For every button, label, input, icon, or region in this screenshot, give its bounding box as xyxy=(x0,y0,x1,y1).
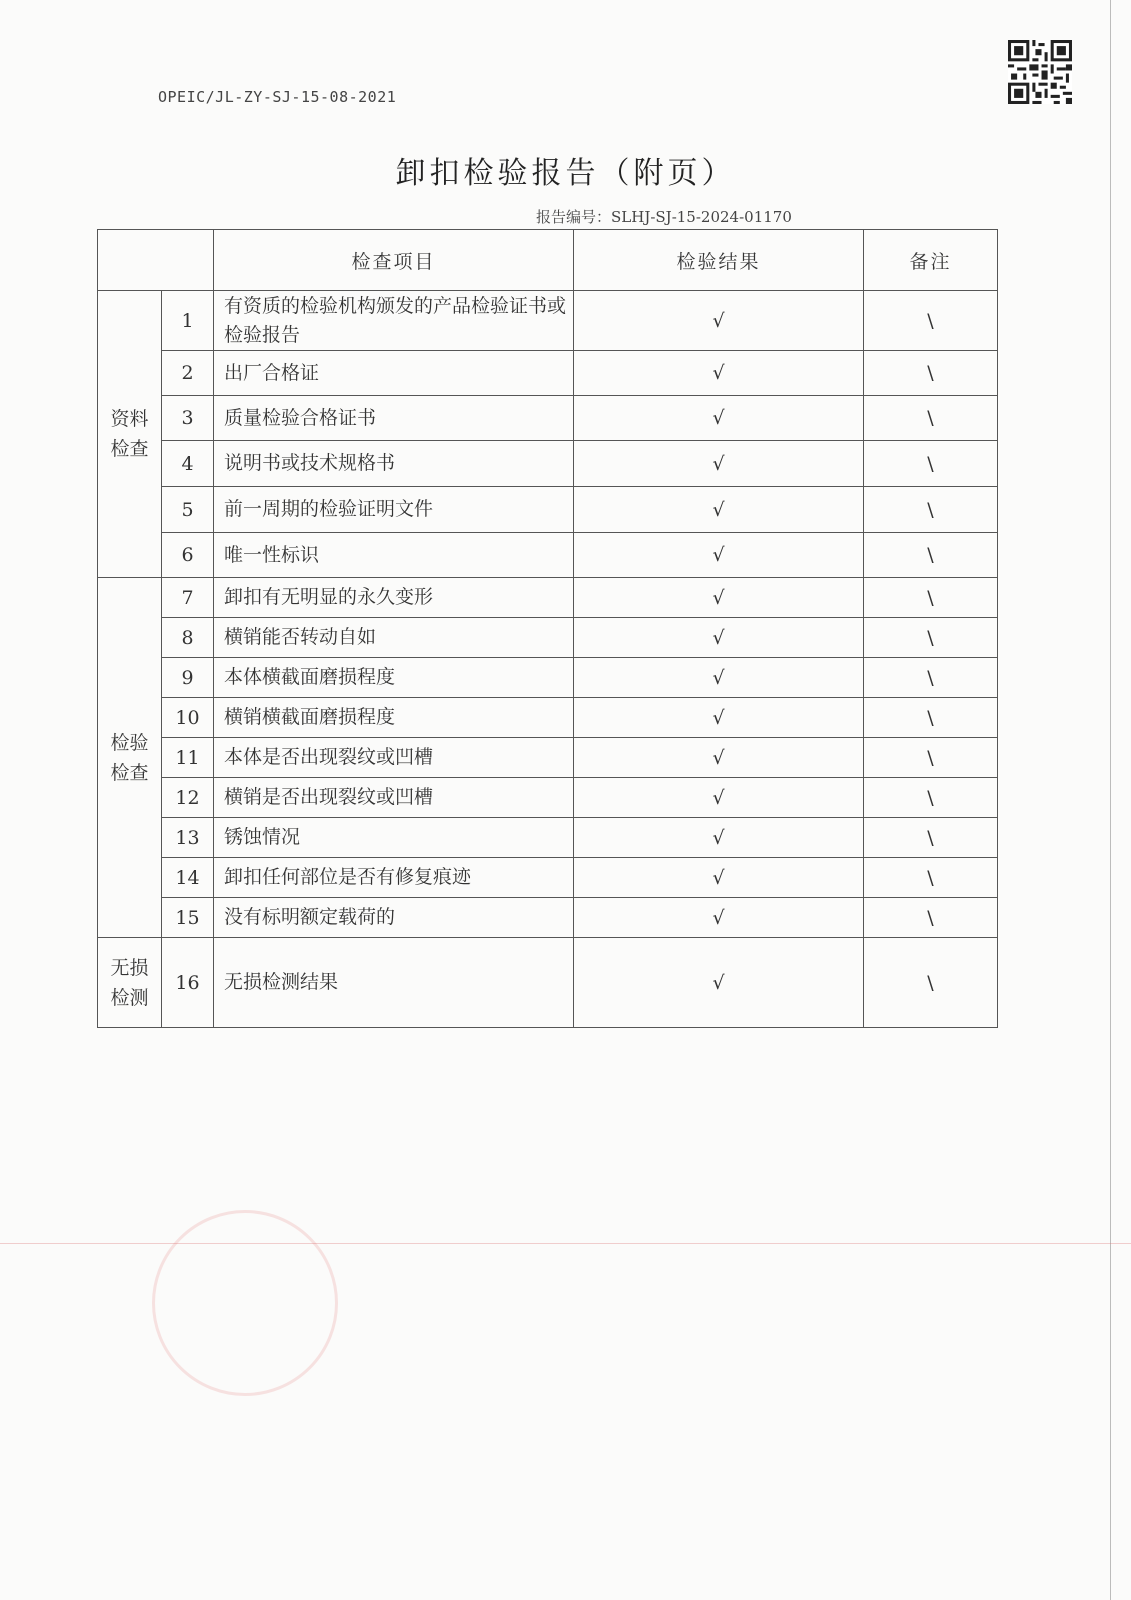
table-row xyxy=(98,618,998,658)
row-result: √ xyxy=(574,618,864,658)
table-row xyxy=(98,351,998,396)
row-number: 16 xyxy=(162,938,214,1028)
row-item: 无损检测结果 xyxy=(214,938,574,1028)
row-remark: \ xyxy=(864,396,998,441)
category-inspect xyxy=(98,578,162,938)
scan-edge-line xyxy=(1110,0,1111,1600)
official-seal xyxy=(152,1210,338,1396)
row-result: √ xyxy=(574,938,864,1028)
row-number: 14 xyxy=(162,858,214,898)
row-number: 12 xyxy=(162,778,214,818)
category-ndt xyxy=(98,938,162,1028)
row-remark: \ xyxy=(864,898,998,938)
category-docs-line2: 检查 xyxy=(110,438,149,460)
row-result: √ xyxy=(574,858,864,898)
row-number: 13 xyxy=(162,818,214,858)
row-number: 15 xyxy=(162,898,214,938)
row-item: 本体横截面磨损程度 xyxy=(214,658,574,698)
row-remark: \ xyxy=(864,578,998,618)
document-code: OPEIC/JL-ZY-SJ-15-08-2021 xyxy=(158,88,397,106)
row-result: √ xyxy=(574,658,864,698)
row-number: 8 xyxy=(162,618,214,658)
row-remark: \ xyxy=(864,618,998,658)
scan-artifact-line xyxy=(0,1243,1131,1244)
row-number: 9 xyxy=(162,658,214,698)
row-remark: \ xyxy=(864,778,998,818)
header-item: 检查项目 xyxy=(214,230,574,291)
row-number: 1 xyxy=(162,291,214,351)
row-remark: \ xyxy=(864,658,998,698)
category-ndt-line1: 无损 xyxy=(110,956,149,979)
row-remark: \ xyxy=(864,533,998,578)
row-result: √ xyxy=(574,898,864,938)
row-item: 卸扣有无明显的永久变形 xyxy=(214,578,574,618)
header-result: 检验结果 xyxy=(574,230,864,291)
table-row xyxy=(98,396,998,441)
category-inspect-line1: 检验 xyxy=(110,731,149,754)
row-number: 5 xyxy=(162,487,214,533)
row-result: √ xyxy=(574,578,864,618)
table-row xyxy=(98,487,998,533)
row-result: √ xyxy=(574,738,864,778)
row-number: 2 xyxy=(162,351,214,396)
row-remark: \ xyxy=(864,698,998,738)
row-remark: \ xyxy=(864,818,998,858)
table-row xyxy=(98,818,998,858)
row-result: √ xyxy=(574,291,864,351)
report-title: 卸扣检验报告（附页） xyxy=(395,156,736,191)
table-row xyxy=(98,898,998,938)
row-remark: \ xyxy=(864,738,998,778)
row-remark: \ xyxy=(864,487,998,533)
row-number: 4 xyxy=(162,441,214,487)
table-row xyxy=(98,778,998,818)
table-row xyxy=(98,578,998,618)
table-header-row xyxy=(98,230,998,291)
row-remark: \ xyxy=(864,441,998,487)
row-item: 质量检验合格证书 xyxy=(214,396,574,441)
row-number: 6 xyxy=(162,533,214,578)
table-row xyxy=(98,858,998,898)
row-number: 11 xyxy=(162,738,214,778)
row-result: √ xyxy=(574,698,864,738)
row-item: 卸扣任何部位是否有修复痕迹 xyxy=(214,858,574,898)
header-blank xyxy=(98,230,214,291)
category-docs-line1: 资料 xyxy=(110,408,149,430)
table-row xyxy=(98,291,998,351)
row-item: 本体是否出现裂纹或凹槽 xyxy=(214,738,574,778)
table-row xyxy=(98,698,998,738)
row-remark: \ xyxy=(864,351,998,396)
table-row xyxy=(98,938,998,1028)
row-result: √ xyxy=(574,778,864,818)
category-inspect-line2: 检查 xyxy=(110,761,149,784)
row-item: 前一周期的检验证明文件 xyxy=(214,487,574,533)
row-item: 出厂合格证 xyxy=(214,351,574,396)
row-remark: \ xyxy=(864,858,998,898)
row-item: 说明书或技术规格书 xyxy=(214,441,574,487)
row-result: √ xyxy=(574,487,864,533)
row-item: 有资质的检验机构颁发的产品检验证书或检验报告 xyxy=(214,291,574,351)
row-result: √ xyxy=(574,351,864,396)
category-docs xyxy=(98,291,162,578)
row-item: 锈蚀情况 xyxy=(214,818,574,858)
row-result: √ xyxy=(574,533,864,578)
table-row xyxy=(98,658,998,698)
table-row xyxy=(98,738,998,778)
table-row xyxy=(98,441,998,487)
row-item: 没有标明额定载荷的 xyxy=(214,898,574,938)
inspection-table xyxy=(97,229,998,1028)
category-ndt-line2: 检测 xyxy=(110,986,149,1009)
row-item: 唯一性标识 xyxy=(214,533,574,578)
header-remark: 备注 xyxy=(864,230,998,291)
qr-code-icon xyxy=(1008,40,1072,104)
row-remark: \ xyxy=(864,291,998,351)
row-result: √ xyxy=(574,396,864,441)
row-remark: \ xyxy=(864,938,998,1028)
row-item: 横销是否出现裂纹或凹槽 xyxy=(214,778,574,818)
row-item: 横销横截面磨损程度 xyxy=(214,698,574,738)
table-row xyxy=(98,533,998,578)
row-item: 横销能否转动自如 xyxy=(214,618,574,658)
row-result: √ xyxy=(574,441,864,487)
row-number: 7 xyxy=(162,578,214,618)
row-result: √ xyxy=(574,818,864,858)
row-number: 10 xyxy=(162,698,214,738)
row-number: 3 xyxy=(162,396,214,441)
report-number: 报告编号：SLHJ-SJ-15-2024-01170 xyxy=(536,208,792,226)
